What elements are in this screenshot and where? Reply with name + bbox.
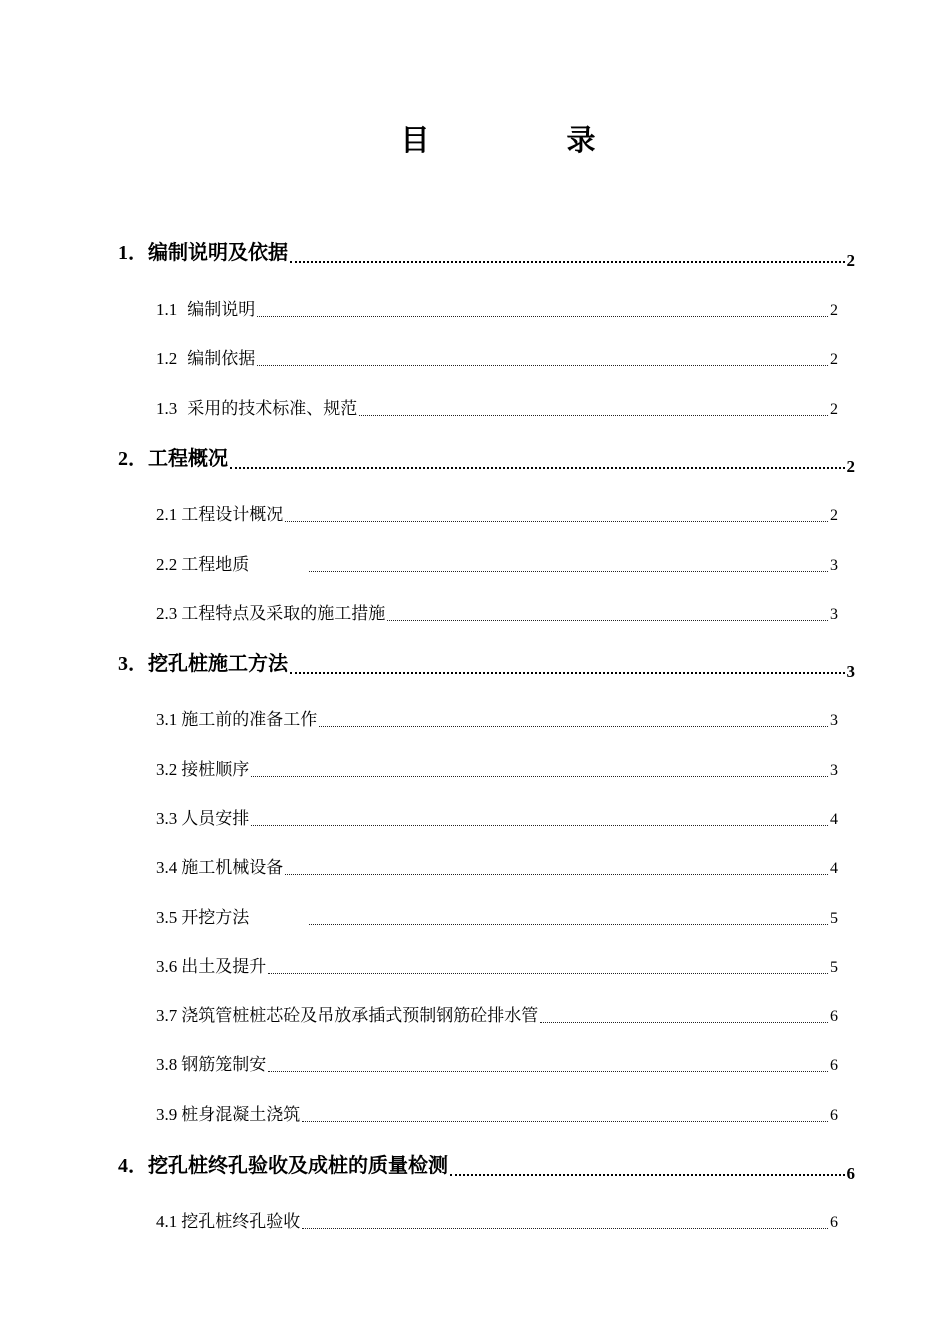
toc-entry[interactable] xyxy=(156,1100,838,1125)
dot-leader xyxy=(290,261,845,263)
toc-entry[interactable] xyxy=(156,394,838,419)
toc-entry-page: 5 xyxy=(830,959,838,976)
toc-entry-page: 4 xyxy=(830,860,838,877)
toc-entry-number: 3.1 xyxy=(156,710,178,729)
toc-entry-page: 3 xyxy=(830,557,838,574)
toc-entry[interactable] xyxy=(156,1207,838,1232)
toc-entry-page: 2 xyxy=(846,251,855,270)
toc-entry[interactable] xyxy=(118,442,855,476)
toc-entry[interactable] xyxy=(156,344,838,369)
toc-entry-label: 挖孔桩终孔验收 xyxy=(181,1212,301,1232)
dot-leader xyxy=(450,1174,845,1176)
toc-entry-number: 2.3 xyxy=(156,604,178,623)
toc-entry-number: 3.3 xyxy=(156,809,178,828)
toc-entry[interactable] xyxy=(118,236,855,270)
toc-entry-page: 4 xyxy=(830,811,838,828)
toc-entry[interactable] xyxy=(156,550,838,575)
dot-leader xyxy=(302,1121,828,1122)
toc-entry-number: 3.8 xyxy=(156,1055,178,1074)
toc-entry-page: 6 xyxy=(846,1164,855,1183)
toc-entry-number: 3.6 xyxy=(156,957,178,976)
toc-entry-label: 工程概况 xyxy=(148,446,228,470)
toc-entry[interactable] xyxy=(156,295,838,320)
toc-entry-number: 2． xyxy=(118,448,148,470)
toc-entry[interactable] xyxy=(156,500,838,525)
toc-entry-page: 2 xyxy=(846,457,855,476)
toc-entry-page: 6 xyxy=(830,1057,838,1074)
dot-leader xyxy=(268,973,828,974)
toc-entry[interactable] xyxy=(118,647,855,681)
dot-leader xyxy=(319,726,828,727)
toc-entry-page: 2 xyxy=(830,401,838,418)
toc-entry-label: 编制说明 xyxy=(187,300,256,320)
toc-entry-page: 3 xyxy=(830,712,838,729)
toc-entry-number: 1.2 xyxy=(156,349,178,368)
toc-entry[interactable] xyxy=(156,705,838,730)
toc-entry-label: 钢筋笼制安 xyxy=(181,1055,267,1075)
toc-entry-number: 3.7 xyxy=(156,1006,178,1025)
toc-entry-page: 2 xyxy=(830,351,838,368)
dot-leader xyxy=(359,415,828,416)
toc-entry[interactable] xyxy=(156,599,838,624)
toc-entry[interactable] xyxy=(156,1001,838,1026)
dot-leader xyxy=(285,521,828,522)
toc-entry-page: 6 xyxy=(830,1214,838,1231)
toc-entry-page: 3 xyxy=(846,662,855,681)
dot-leader xyxy=(309,571,828,572)
toc-entry-number: 1.3 xyxy=(156,399,178,418)
toc-entry-number: 1． xyxy=(118,242,148,264)
toc-entry[interactable] xyxy=(156,952,838,977)
toc-entry-page: 6 xyxy=(830,1107,838,1124)
toc-entry-label: 开挖方法 xyxy=(181,908,250,928)
toc-entry-page: 6 xyxy=(830,1008,838,1025)
toc-entry-label: 工程设计概况 xyxy=(181,505,284,525)
toc-entry-label: 工程特点及采取的施工措施 xyxy=(181,604,386,624)
toc-entry-label: 挖孔桩终孔验收及成桩的质量检测 xyxy=(148,1153,448,1177)
toc-entry-number: 2.2 xyxy=(156,555,178,574)
toc-entry-number: 2.1 xyxy=(156,505,178,524)
dot-leader xyxy=(540,1022,828,1023)
toc-entry[interactable] xyxy=(156,903,838,928)
toc-entry-label: 人员安排 xyxy=(181,809,250,829)
toc-entry-label: 接桩顺序 xyxy=(181,760,250,780)
toc-entry[interactable] xyxy=(118,1149,855,1183)
toc-entry-label: 浇筑管桩桩芯砼及吊放承插式预制钢筋砼排水管 xyxy=(181,1006,539,1026)
toc-entry-label: 挖孔桩施工方法 xyxy=(148,651,288,675)
dot-leader xyxy=(309,924,828,925)
toc-entry-label: 采用的技术标准、规范 xyxy=(187,399,358,419)
toc-entry-number: 3． xyxy=(118,653,148,675)
toc-entry-number: 3.5 xyxy=(156,908,178,927)
dot-leader xyxy=(387,620,828,621)
toc-entry-number: 3.2 xyxy=(156,760,178,779)
toc-entry-label: 工程地质 xyxy=(181,555,250,575)
toc-entry-number: 1.1 xyxy=(156,300,178,319)
dot-leader xyxy=(290,672,845,674)
toc-entry-page: 2 xyxy=(830,302,838,319)
toc-entry[interactable] xyxy=(156,755,838,780)
dot-leader xyxy=(257,365,828,366)
toc-entry-label: 桩身混凝土浇筑 xyxy=(181,1105,301,1125)
dot-leader xyxy=(302,1228,828,1229)
toc-entry-page: 3 xyxy=(830,606,838,623)
toc-entry-label: 编制说明及依据 xyxy=(148,240,288,264)
dot-leader xyxy=(285,874,828,875)
toc-entry-number: 3.4 xyxy=(156,858,178,877)
toc-entry-label: 施工机械设备 xyxy=(181,858,284,878)
toc-entry-number: 4． xyxy=(118,1155,148,1177)
toc-entry-label: 编制依据 xyxy=(187,349,256,369)
dot-leader xyxy=(251,825,828,826)
toc-entry-label: 施工前的准备工作 xyxy=(181,710,318,730)
toc-entry-page: 2 xyxy=(830,507,838,524)
dot-leader xyxy=(230,467,845,469)
dot-leader xyxy=(257,316,828,317)
toc-entry-number: 3.9 xyxy=(156,1105,178,1124)
toc-entry[interactable] xyxy=(156,1050,838,1075)
toc-entry-page: 5 xyxy=(830,910,838,927)
dot-leader xyxy=(251,776,828,777)
dot-leader xyxy=(268,1071,828,1072)
toc-entry[interactable] xyxy=(156,804,838,829)
toc-title: 目 录 xyxy=(400,123,650,157)
toc-entry[interactable] xyxy=(156,853,838,878)
toc-entry-label: 出土及提升 xyxy=(181,957,267,977)
toc-entry-number: 4.1 xyxy=(156,1212,178,1231)
toc-entry-page: 3 xyxy=(830,762,838,779)
